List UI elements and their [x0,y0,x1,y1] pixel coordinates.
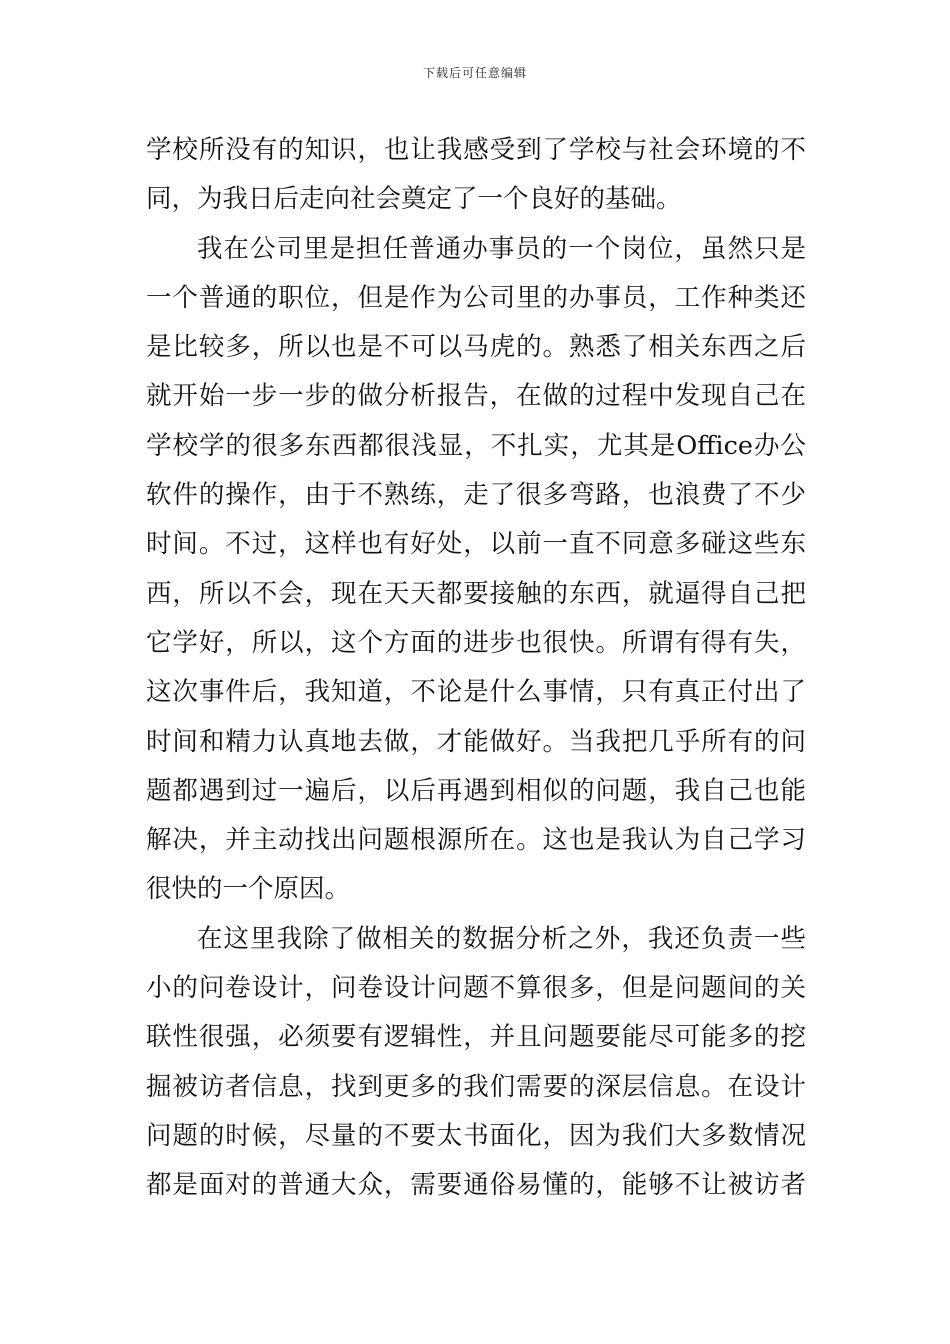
text-line: 一个普通的职位，但是作为公司里的办事员，工作种类还 [146,282,806,313]
text-line: 它学好，所以，这个方面的进步也很快。所谓有得有失， [146,627,806,658]
text-line: 很快的一个原因。 [146,874,351,905]
text-line: 联性很强，必须要有逻辑性，并且问题要能尽可能多的挖 [146,1022,806,1053]
text-line: 学校所没有的知识，也让我感受到了学校与社会环境的不 [146,135,806,165]
text-line: 西，所以不会，现在天天都要接触的东西，就逼得自己把 [146,578,806,609]
text-line: 同，为我日后走向社会奠定了一个良好的基础。 [146,184,682,215]
body-text [146,126,806,1211]
text-line: 学校学的很多东西都很浅显，不扎实，尤其是Office办公 [146,430,806,461]
text-line: 掘被访者信息，找到更多的我们需要的深层信息。在设计 [146,1071,806,1102]
text-line: 软件的操作，由于不熟练，走了很多弯路，也浪费了不少 [146,480,806,511]
text-line: 是比较多，所以也是不可以马虎的。熟悉了相关东西之后 [146,332,806,363]
text-line: 解决，并主动找出问题根源所在。这也是我认为自己学习 [146,825,806,856]
text-line: 小的问卷设计，问卷设计问题不算很多，但是问题间的关 [146,973,806,1004]
text-line: 我在公司里是担任普通办事员的一个岗位，虽然只是 [197,233,806,264]
text-line: 都是面对的普通大众，需要通俗易懂的，能够不让被访者 [146,1170,806,1201]
text-line: 就开始一步一步的做分析报告，在做的过程中发现自己在 [146,381,806,412]
text-line: 时间。不过，这样也有好处，以前一直不同意多碰这些东 [146,529,806,560]
text-line: 问题的时候，尽量的不要太书面化，因为我们大多数情况 [146,1120,806,1151]
text-line: 时间和精力认真地去做，才能做好。当我把几乎所有的问 [146,726,806,757]
text-line: 题都遇到过一遍后，以后再遇到相似的问题，我自己也能 [146,775,806,806]
page-header: 下载后可任意编辑 [422,66,527,80]
text-line: 在这里我除了做相关的数据分析之外，我还负责一些 [197,923,806,954]
text-line: 这次事件后，我知道，不论是什么事情，只有真正付出了 [146,677,806,708]
